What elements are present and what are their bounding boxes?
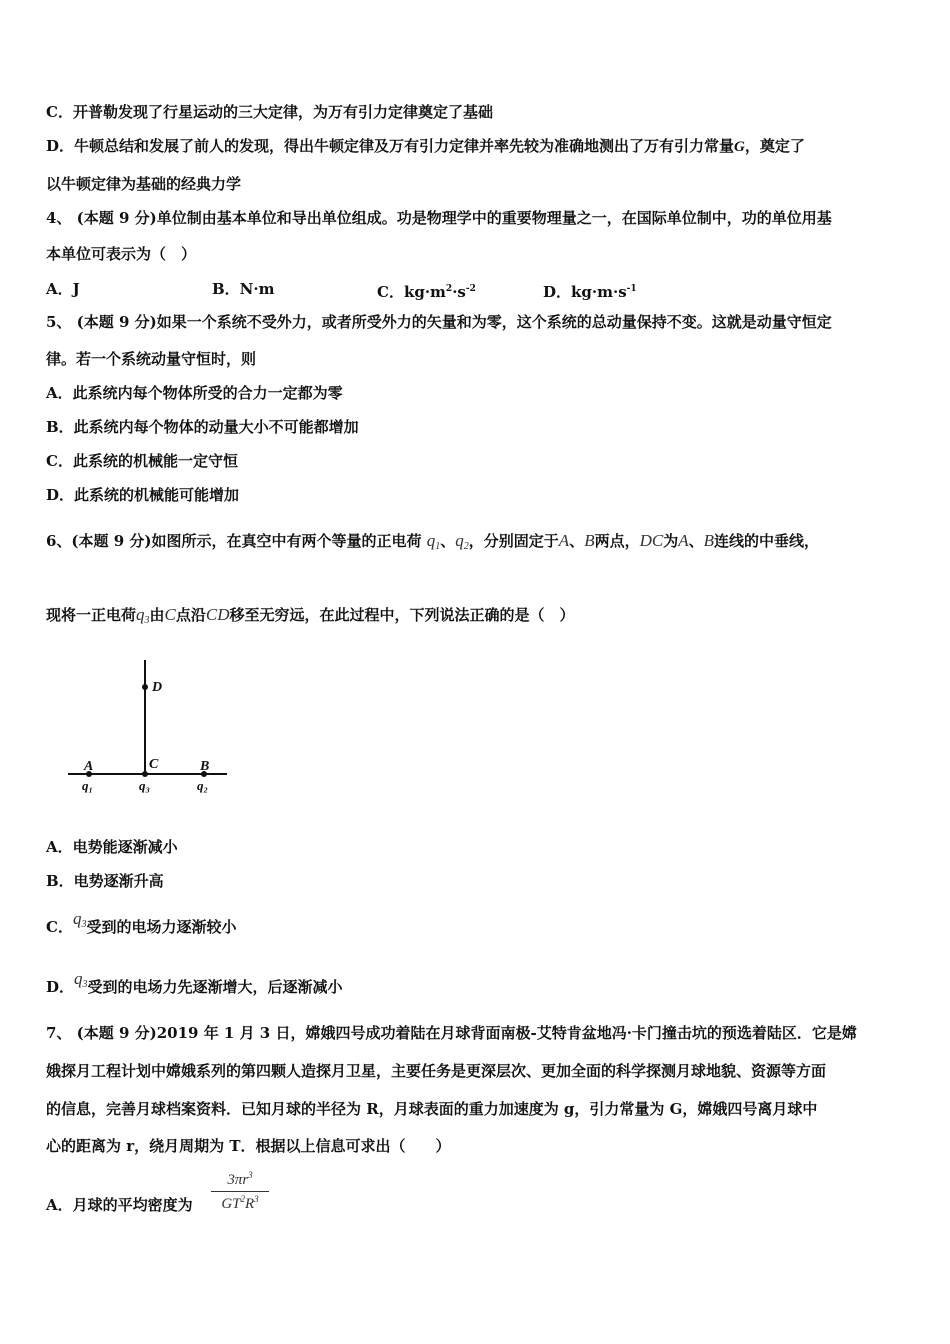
q6-option-d-letter: D． [46, 978, 75, 996]
q3-option-d [46, 135, 805, 158]
q5-option-b: B．此系统内每个物体的动量大小不可能都增加 [46, 418, 359, 436]
charge-q3-symbol: $q_3$ [136, 605, 150, 626]
q7-stem-line4: 心的距离为 r，绕月周期为 T．根据以上信息可求出（ ） [46, 1137, 451, 1155]
q4-option-b: B．N·m [212, 280, 275, 298]
q6-option-c-letter: C． [46, 918, 73, 936]
q6-stem-part4: 为 [663, 532, 679, 550]
q7-stem-line1: 7、 (本题 9 分)2019 年 1 月 3 日，嫦娥四号成功着陆在月球背面南极-艾特肯盆地冯·卡门撞击坑的预选着陆区．它是嫦 [46, 1024, 857, 1042]
separator: 、 [569, 532, 585, 550]
q6-stem-part9: 移至无穷远，在此过程中，下列说法正确的是（ ） [229, 606, 575, 624]
charge-q1-symbol: $q_1$ [426, 531, 441, 552]
charge-q2-symbol: $q_2$ [455, 531, 469, 552]
q6-stem-part5: 连线的中垂线， [714, 532, 820, 550]
charge-q3-symbol: $q_3$ [72, 909, 87, 930]
q6-option-c-text: 受到的电场力逐渐较小 [86, 918, 237, 936]
q6-stem-line1 [46, 530, 819, 558]
fraction-numerator: $3\pi r^3$ [227, 1170, 253, 1188]
q6-stem-part2: ，分别固定于 [468, 532, 559, 550]
label-d: D [152, 680, 163, 695]
q4-option-a: A．J [46, 280, 80, 298]
q6-stem-part8: 点沿 [175, 606, 206, 624]
point-b-symbol: B [584, 531, 595, 550]
charge-q3-symbol: $q_3$ [74, 969, 88, 990]
q3-option-d-text: D．牛顿总结和发展了前人的发现，得出牛顿定律及万有引力定律并率先较为准确地测出了万有引力常量 [46, 137, 735, 155]
q7-stem-line2: 娥探月工程计划中嫦娥系列的第四颗人造探月卫星，主要任务是更深层次、更加全面的科学探测月球地貌、资源等方面 [46, 1062, 827, 1080]
q4-option-c-pre: C．kg·m [377, 283, 446, 301]
point-c-dot [142, 771, 148, 777]
q4-stem-line1: 4、 (本题 9 分)单位制由基本单位和导出单位组成。功是物理学中的重要物理量之一，在国际单位制中，功的单位用基 [46, 209, 832, 227]
q6-stem-part7: 由 [149, 606, 165, 624]
q5-option-a: A．此系统内每个物体所受的合力一定都为零 [46, 384, 343, 402]
q3-option-d-cont: 以牛顿定律为基础的经典力学 [46, 175, 242, 193]
line-dc-symbol: DC [639, 531, 664, 550]
fraction-bar [211, 1191, 269, 1192]
q6-stem-part3: 两点， [594, 532, 640, 550]
q4-option-c [377, 278, 476, 303]
q7-option-a: A．月球的平均密度为 [46, 1196, 193, 1214]
separator: 、 [688, 532, 704, 550]
point-c-symbol: C [164, 605, 176, 624]
q6-option-d-text: 受到的电场力先逐渐增大，后逐渐减小 [87, 978, 343, 996]
q5-option-d: D．此系统的机械能可能增加 [46, 486, 240, 504]
q4-option-d-pre: D．kg·m·s [543, 283, 627, 301]
density-fraction [211, 1170, 269, 1213]
q3-option-d-end: ，奠定了 [744, 137, 805, 155]
fraction-denominator: $GT^2R^3$ [221, 1194, 259, 1212]
q4-option-c-sup1: 2 [445, 284, 453, 294]
q5-stem-line2: 律。若一个系统动量守恒时，则 [46, 350, 257, 368]
q3-option-c: C．开普勒发现了行星运动的三大定律，为万有引力定律奠定了基础 [46, 103, 493, 121]
label-q1: q₁ [82, 778, 94, 793]
charges-diagram [62, 650, 237, 800]
q5-stem-line1: 5、 (本题 9 分)如果一个系统不受外力，或者所受外力的矢量和为零，这个系统的总动量保持不变。这就是动量守恒定 [46, 313, 832, 331]
gravitational-constant-symbol: G [734, 139, 745, 155]
q7-stem-line3: 的信息，完善月球档案资料．已知月球的半径为 R，月球表面的重力加速度为 g，引力常量为 G，嫦娥四号离月球中 [46, 1100, 818, 1118]
label-c: C [149, 757, 159, 772]
q6-option-d [46, 969, 343, 1004]
point-d-dot [142, 684, 148, 690]
label-b: B [200, 759, 210, 774]
q4-stem-line2: 本单位可表示为（ ） [46, 245, 197, 263]
point-a-symbol: A [678, 531, 689, 550]
point-b-symbol: B [703, 531, 715, 550]
q5-option-c: C．此系统的机械能一定守恒 [46, 452, 238, 470]
q4-option-c-mid: ·s [452, 283, 466, 301]
q4-option-c-sup2: -2 [465, 284, 476, 294]
q6-stem-part6: 现将一正电荷 [46, 606, 137, 624]
label-q2: q₂ [197, 778, 209, 793]
point-a-symbol: A [558, 531, 570, 550]
q6-stem-line2 [46, 604, 575, 632]
line-cd-symbol: CD [205, 605, 230, 624]
q4-option-d-sup: -1 [626, 284, 637, 294]
q6-option-b: B．电势逐渐升高 [46, 872, 164, 890]
q6-option-a: A．电势能逐渐减小 [46, 838, 178, 856]
q6-option-c [46, 909, 237, 944]
q4-option-d [543, 278, 637, 303]
label-a: A [84, 759, 94, 774]
label-q3: q₃ [139, 778, 151, 793]
q6-stem-part1: 6、(本题 9 分)如图所示，在真空中有两个等量的正电荷 [46, 532, 422, 550]
separator: 、 [440, 532, 456, 550]
